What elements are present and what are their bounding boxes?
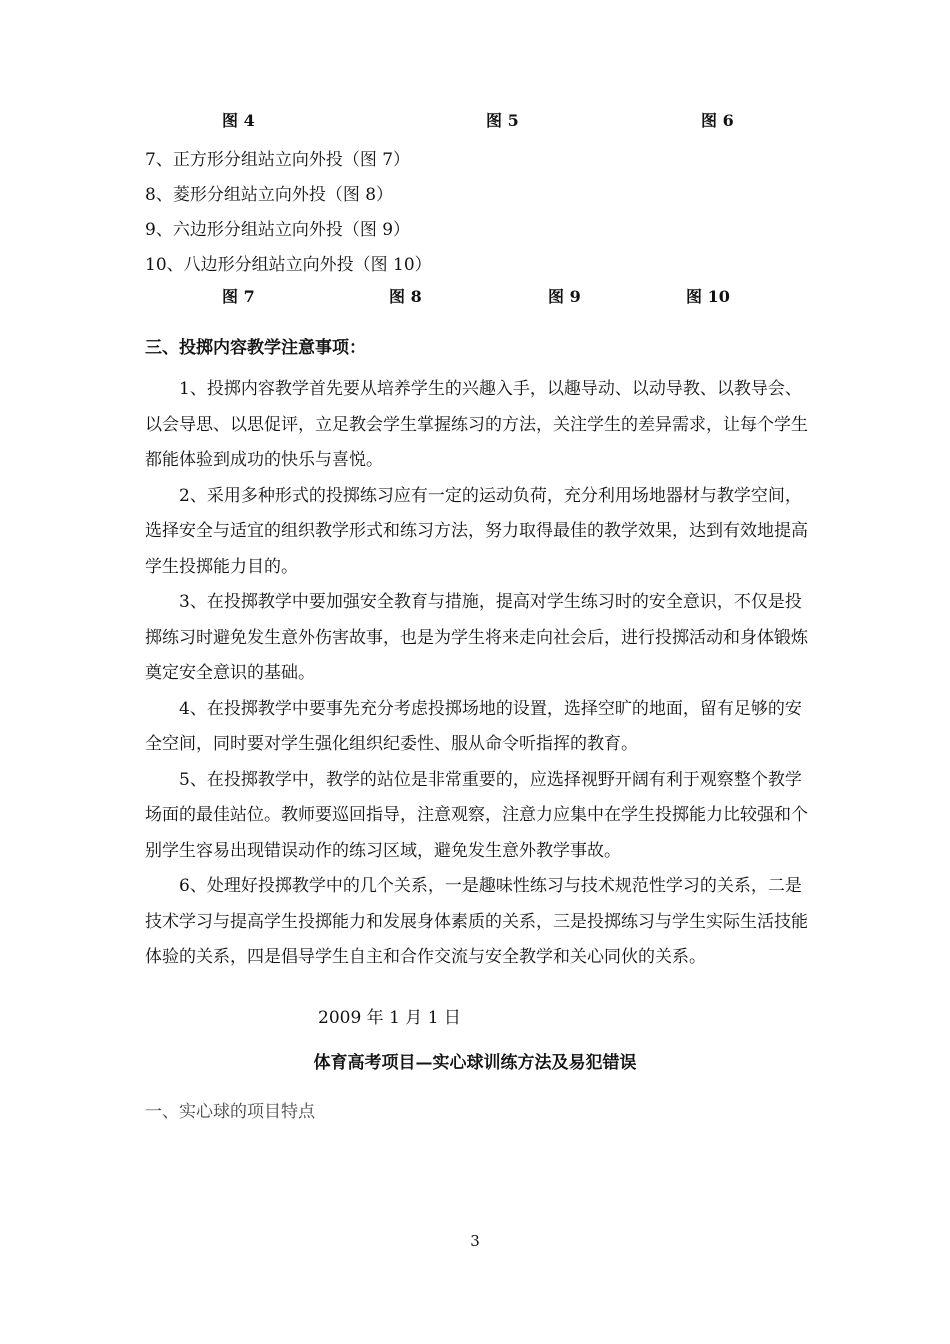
figure-list-item-10: 10、八边形分组站立向外投（图 10） bbox=[145, 255, 432, 275]
figure-caption-9: 图 9 bbox=[548, 287, 581, 306]
subsection-heading: 一、实心球的项目特点 bbox=[145, 1102, 315, 1122]
article-title: 体育高考项目—实心球训练方法及易犯错误 bbox=[313, 1053, 637, 1073]
figure-list-item-7: 7、正方形分组站立向外投（图 7） bbox=[145, 150, 411, 170]
figure-list-item-9: 9、六边形分组站立向外投（图 9） bbox=[145, 220, 411, 240]
note-paragraph-4: 4、在投掷教学中要事先充分考虑投掷场地的设置，选择空旷的地面，留有足够的安全空间，同时要对学生强化组织纪委性、服从命令听指挥的教育。 bbox=[145, 698, 802, 754]
note-paragraph-5: 5、在投掷教学中，教学的站位是非常重要的，应选择视野开阔有利于观察整个教学场面的最佳站位。教师要巡回指导，注意观察，注意力应集中在学生投掷能力比较强和个别学生容易出现错误动作的练习区域，避免发生意外教学事故。 bbox=[145, 769, 808, 861]
note-paragraph-6: 6、处理好投掷教学中的几个关系，一是趣味性练习与技术规范性学习的关系，二是技术学习与提高学生投掷能力和发展身体素质的关系，三是投掷练习与学生实际生活技能体验的关系，四是倡导学生自主和合作交流与安全教学和关心同伙的关系。 bbox=[145, 876, 808, 967]
figure-caption-8: 图 8 bbox=[389, 287, 422, 306]
note-paragraph-2: 2、采用多种形式的投掷练习应有一定的运动负荷，充分利用场地器材与教学空间，选择安全与适宜的组织教学形式和练习方法，努力取得最佳的教学效果，达到有效地提高学生投掷能力目的。 bbox=[145, 485, 808, 577]
figure-caption-7: 图 7 bbox=[222, 287, 255, 306]
figure-list-item-8: 8、菱形分组站立向外投（图 8） bbox=[145, 185, 394, 205]
date-line: 2009 年 1 月 1 日 bbox=[318, 1008, 461, 1028]
figure-caption-4: 图 4 bbox=[222, 111, 255, 130]
section-heading: 三、投掷内容教学注意事项： bbox=[145, 338, 366, 358]
notes-body bbox=[145, 372, 813, 976]
page-number: 3 bbox=[470, 1232, 480, 1250]
note-paragraph-3: 3、在投掷教学中要加强安全教育与措施，提高对学生练习时的安全意识，不仅是投掷练习时避免发生意外伤害故事，也是为学生将来走向社会后，进行投掷活动和身体锻炼奠定安全意识的基础。 bbox=[145, 592, 808, 683]
figure-caption-10: 图 10 bbox=[686, 287, 730, 306]
note-paragraph-1: 1、投掷内容教学首先要从培养学生的兴趣入手，以趣导动、以动导教、以教导会、以会导思、以思促评，立足教会学生掌握练习的方法，关注学生的差异需求，让每个学生都能体验到成功的快乐与喜悦。 bbox=[145, 379, 808, 470]
figure-caption-6: 图 6 bbox=[701, 111, 734, 130]
figure-caption-5: 图 5 bbox=[486, 111, 519, 130]
